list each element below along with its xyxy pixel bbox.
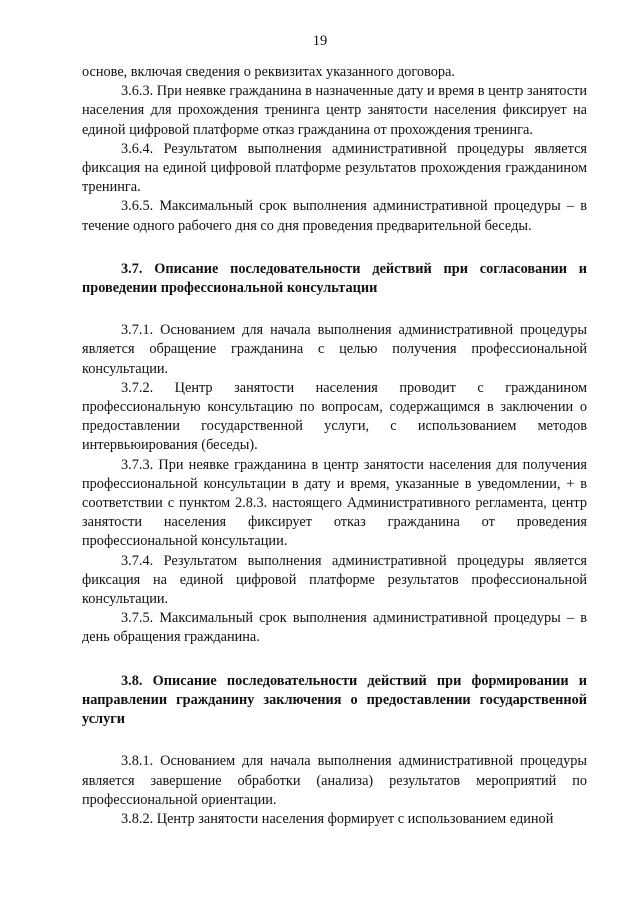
paragraph-3-7-5: 3.7.5. Максимальный срок выполнения административной процедуры – в день обращения гражданина.	[82, 610, 587, 646]
page-number: 19	[312, 33, 328, 49]
paragraph-3-7-4: 3.7.4. Результатом выполнения административной процедуры является фиксация на единой цифровой платформе результатов профессиональной консультации.	[82, 552, 587, 608]
paragraph-3-7-2: 3.7.2. Центр занятости населения проводит с гражданином профессиональную консультацию по вопросам, содержащимся в заключении о предоставлении государственной услуги, с использованием методов интервьюирования (беседы).	[82, 379, 587, 454]
paragraph-3-6-5: 3.6.5. Максимальный срок выполнения административной процедуры – в течение одного рабочего дня со дня проведения предварительной беседы.	[82, 198, 587, 234]
section-heading-3-8: 3.8. Описание последовательности действий при формировании и направлении гражданину заключения о предоставлении государственной услуги	[82, 672, 587, 728]
document-body	[82, 63, 587, 829]
paragraph-3-8-1: 3.8.1. Основанием для начала выполнения административной процедуры является завершение обработки (анализа) результатов мероприятий по профессиональной ориентации.	[82, 753, 587, 808]
section-heading-3-7: 3.7. Описание последовательности действий при согласовании и проведении профессиональной консультации	[82, 260, 587, 297]
paragraph-3-7-3: 3.7.3. При неявке гражданина в центр занятости населения для получения профессиональной консультации в дату и время, указанные в уведомлении, + в соответствии с пунктом 2.8.3. настоящего Административного регламента, центр занятости населения фиксирует отказ гражданина от проведения профессиональной консультации.	[82, 456, 587, 550]
paragraph-3-6-3: 3.6.3. При неявке гражданина в назначенные дату и время в центр занятости населения для прохождения тренинга центр занятости населения фиксирует на единой цифровой платформе отказ гражданина от прохождения тренинга.	[82, 83, 587, 138]
paragraph-3-7-1: 3.7.1. Основанием для начала выполнения административной процедуры является обращение гражданина с целью получения профессиональной консультации.	[82, 322, 587, 377]
paragraph-3-8-2: 3.8.2. Центр занятости населения формирует с использованием единой	[121, 810, 554, 827]
paragraph-continuation: основе, включая сведения о реквизитах указанного договора.	[82, 64, 455, 80]
paragraph-3-6-4: 3.6.4. Результатом выполнения административной процедуры является фиксация на единой цифровой платформе результатов прохождения гражданином тренинга.	[82, 140, 587, 196]
